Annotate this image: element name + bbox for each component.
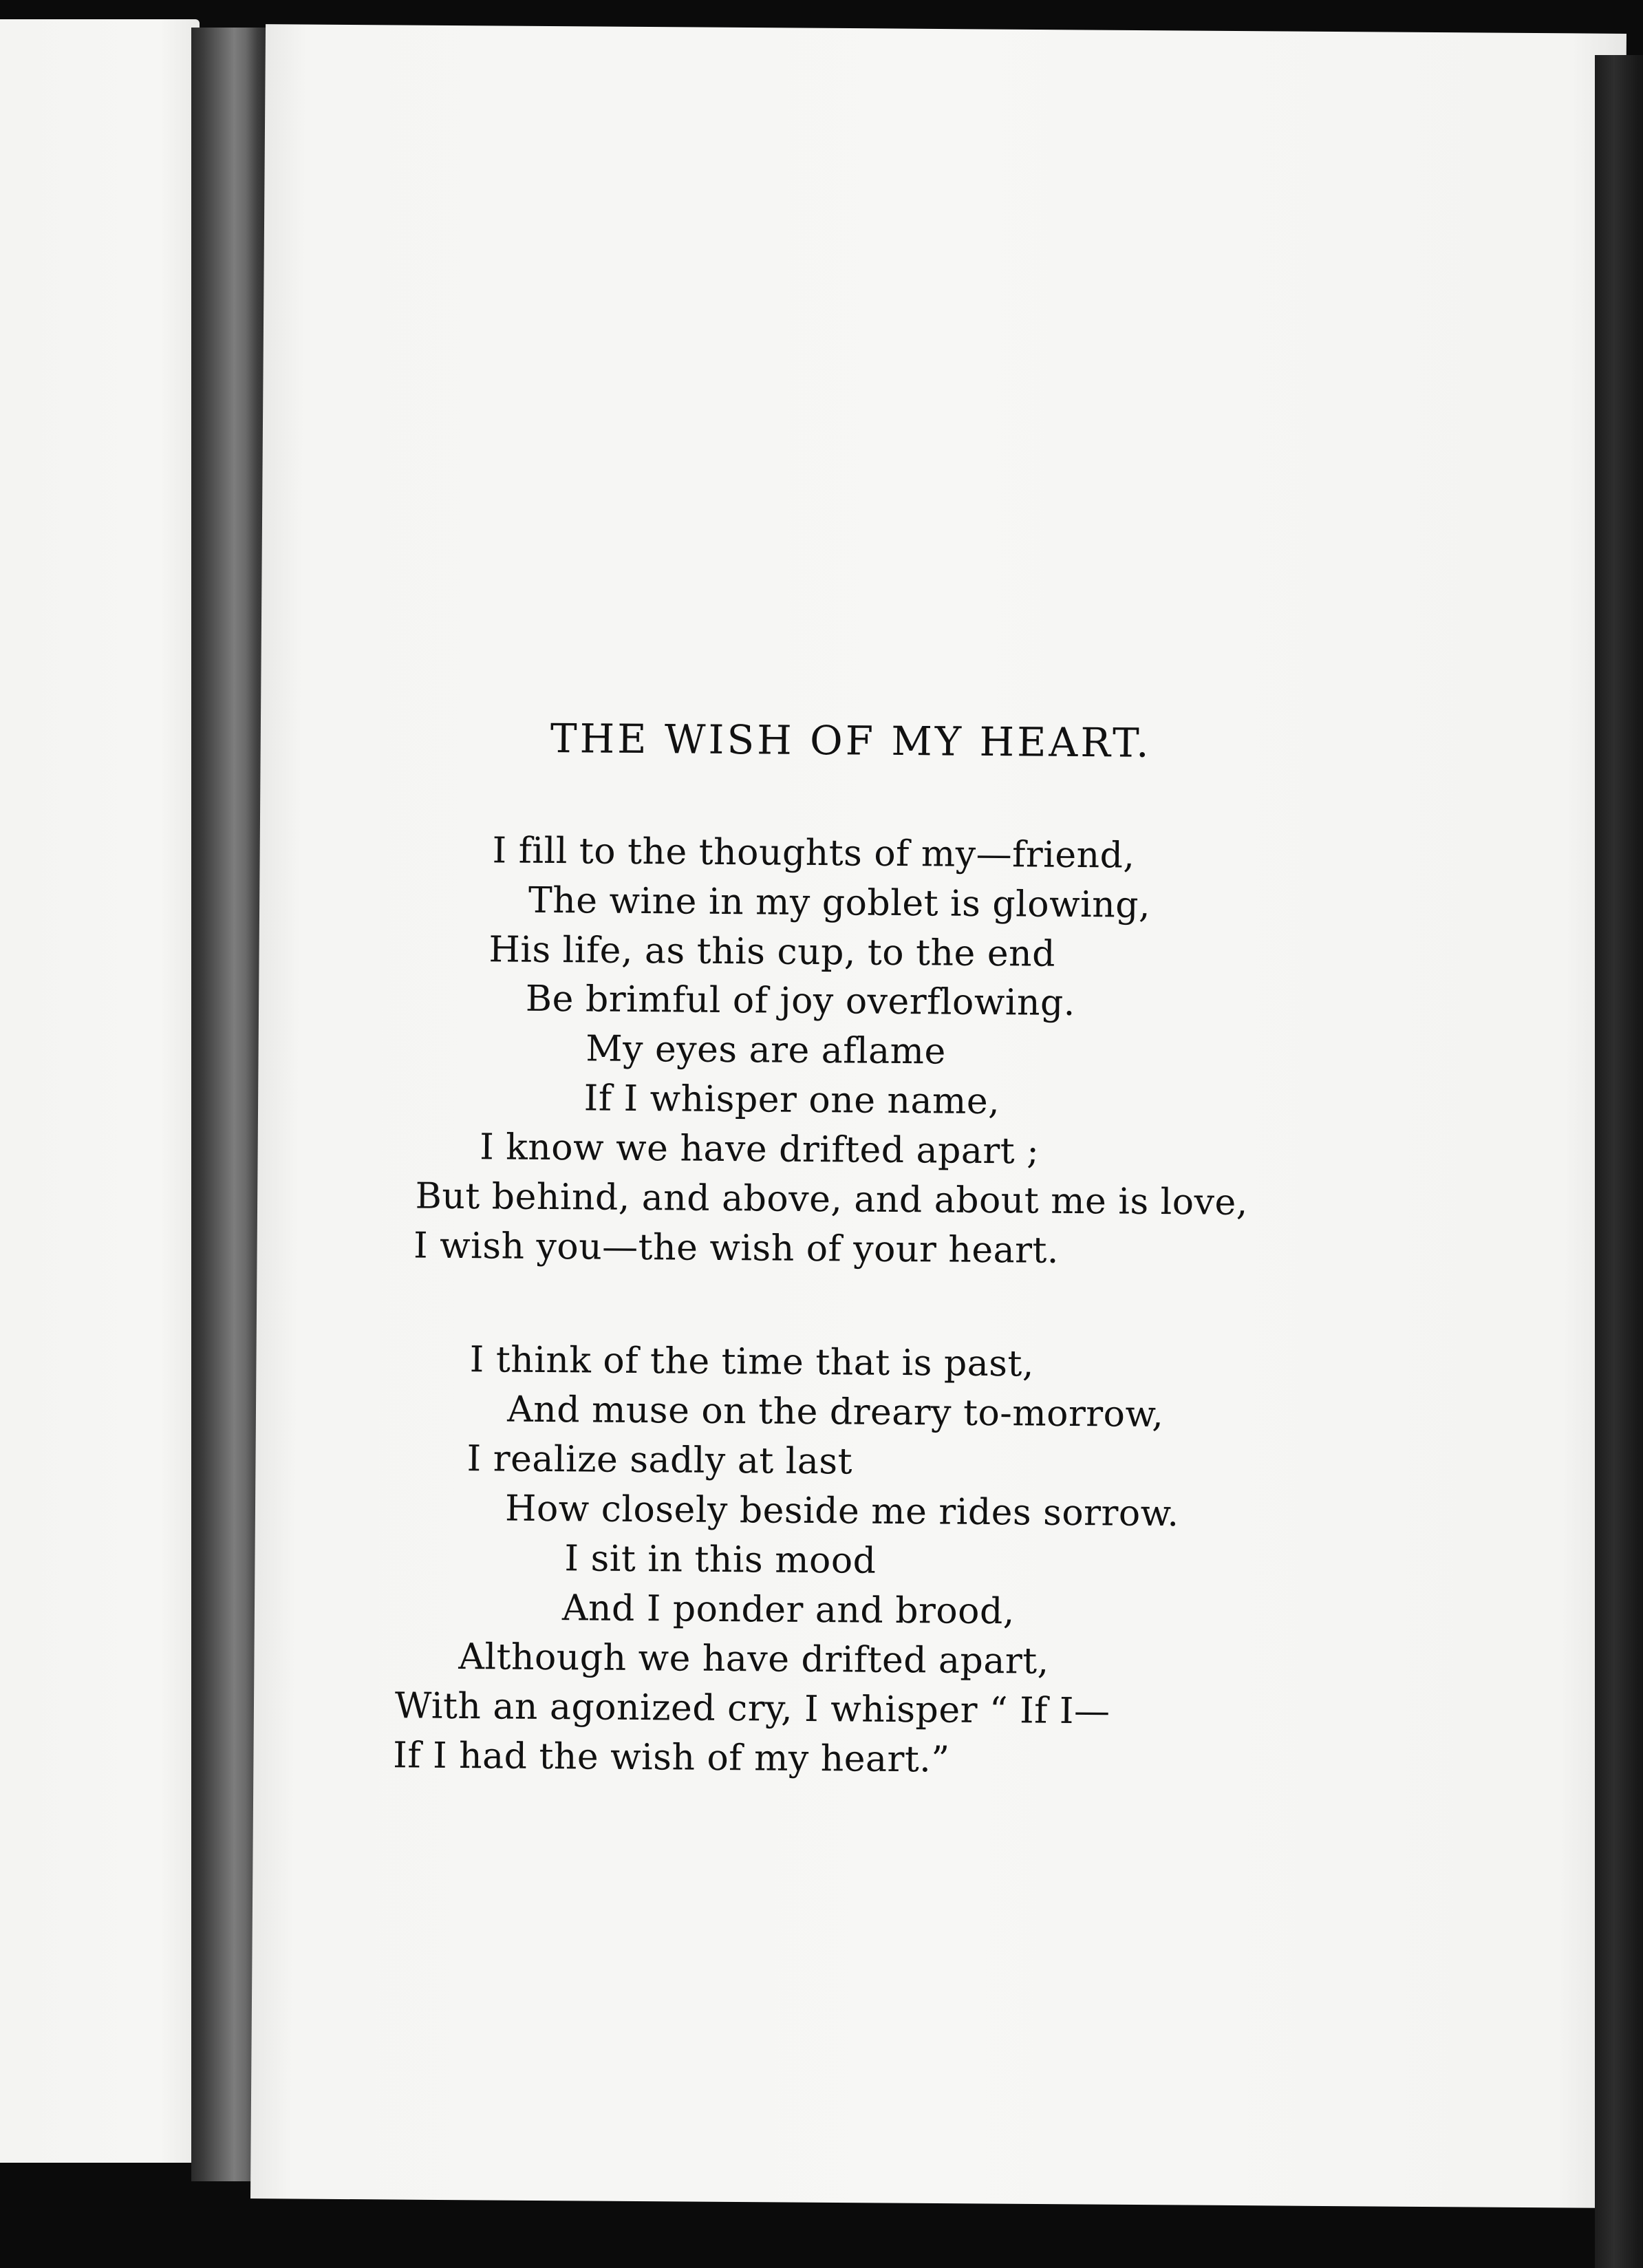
poem-line: And I ponder and brood, <box>561 1587 1016 1633</box>
poem-line: I wish you—the wish of your heart. <box>413 1225 1060 1272</box>
poem-line: My eyes are aflame <box>586 1028 947 1073</box>
poem-line: Although we have drifted apart, <box>458 1636 1049 1682</box>
poem-title: THE WISH OF MY HEART. <box>550 714 1152 767</box>
poem-line: If I whisper one name, <box>583 1078 1000 1123</box>
poem-line: I realize sadly at last <box>466 1438 853 1483</box>
poem-line: His life, as this cup, to the end <box>488 929 1056 975</box>
poem-line: Be brimful of joy overflowing. <box>525 978 1076 1024</box>
poem-line: I sit in this mood <box>564 1538 877 1582</box>
poem-line: How closely beside me rides sorrow. <box>504 1488 1179 1535</box>
poem-line: With an agonized cry, I whisper “ If I— <box>394 1685 1110 1733</box>
poem-line: The wine in my goblet is glowing, <box>528 879 1151 926</box>
poem-line: I think of the time that is past, <box>469 1339 1035 1385</box>
poem-line: I fill to the thoughts of my—friend, <box>492 830 1135 877</box>
poem-line: But behind, and above, and about me is love, <box>415 1175 1249 1223</box>
poem-line: And muse on the dreary to-morrow, <box>507 1389 1164 1436</box>
poem-line: If I had the wish of my heart.” <box>393 1735 950 1781</box>
poem-line: I know we have drifted apart ; <box>480 1126 1040 1173</box>
